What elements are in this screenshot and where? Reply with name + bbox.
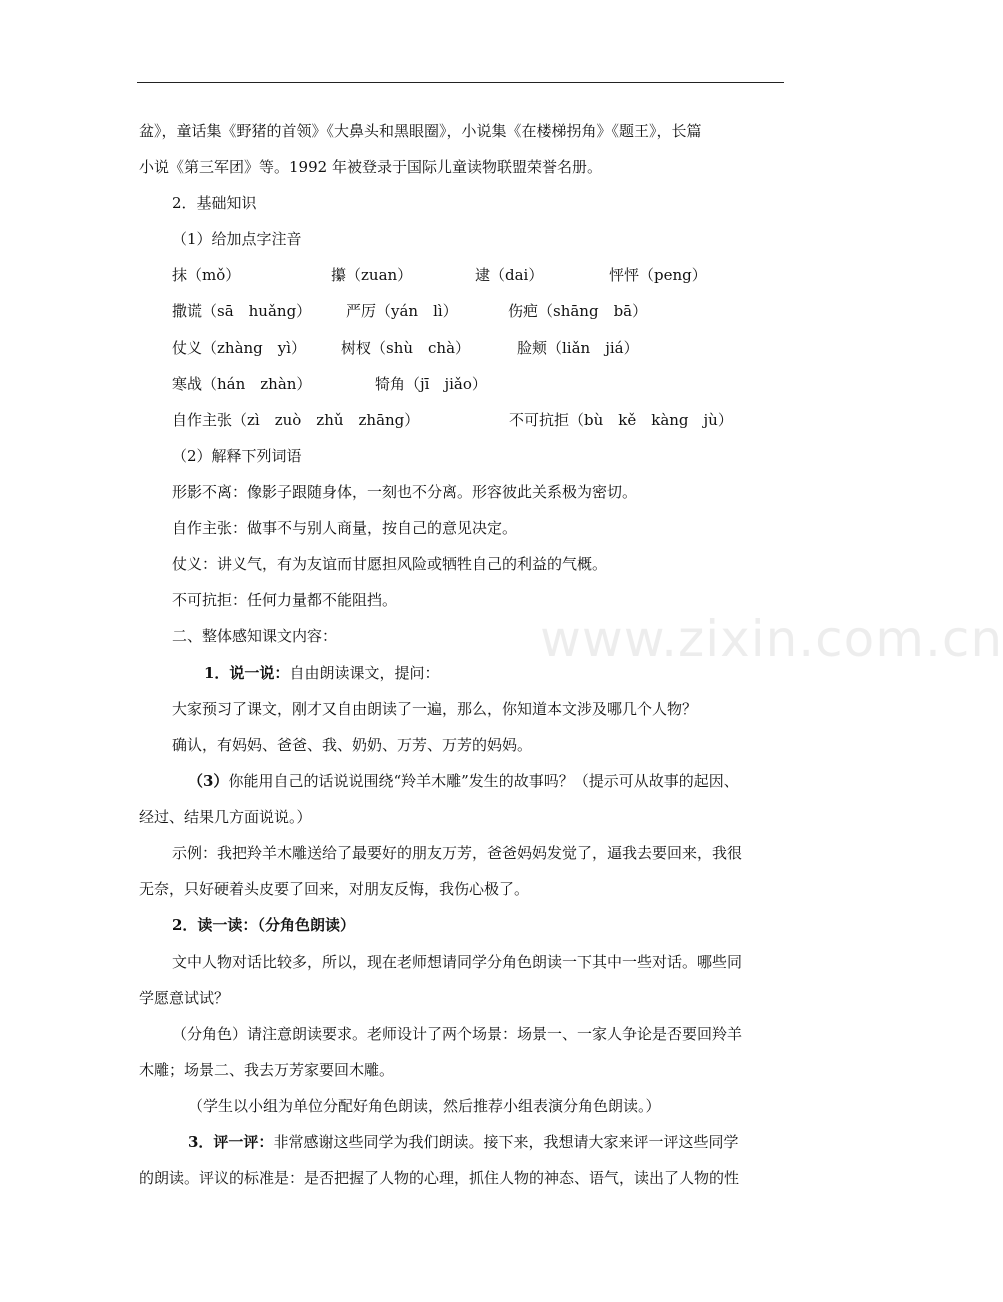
step-say-label: 1．说一说： — [204, 664, 290, 682]
step-say-text: 自由朗读课文，提问： — [289, 664, 440, 682]
question-story — [188, 771, 739, 791]
step-evaluate — [188, 1132, 738, 1152]
definition-item: 仗义：讲义气，有为友谊而甘愿担风险或牺牲自己的利益的气概。 — [172, 555, 608, 573]
pinyin-item: 脸颊（liǎn jiá） — [517, 339, 639, 357]
step-say — [204, 663, 439, 683]
pinyin-item: 攥（zuan） — [331, 266, 413, 284]
pinyin-item: 怦怦（peng） — [609, 266, 707, 284]
question-story-number: （3） — [188, 772, 229, 790]
section-heading-basics: 2．基础知识 — [172, 194, 257, 212]
pinyin-item: 撒谎（sā huǎng） — [172, 302, 312, 320]
example-line-2: 无奈，只好硬着头皮要了回来，对朋友反悔，我伤心极了。 — [139, 880, 530, 898]
subheading-definitions: （2）解释下列词语 — [172, 447, 302, 465]
step-evaluate-text: 非常感谢这些同学为我们朗读。接下来，我想请大家来评一评这些同学 — [273, 1133, 739, 1151]
pinyin-item: 犄角（jī jiǎo） — [375, 375, 487, 393]
question-story-line-2: 经过、结果几方面说说。） — [139, 808, 312, 826]
read-line-2: 学愿意试试？ — [139, 989, 230, 1007]
evaluate-line-2: 的朗读。评议的标准是：是否把握了人物的心理，抓住人物的神态、语气，读出了人物的性 — [139, 1169, 740, 1187]
students-note: （学生以小组为单位分配好角色朗读，然后推荐小组表演分角色朗读。） — [188, 1097, 661, 1115]
pinyin-item: 伤疤（shāng bā） — [508, 302, 648, 320]
definition-item: 形影不离：像影子跟随身体，一刻也不分离。形容彼此关系极为密切。 — [172, 483, 638, 501]
step-evaluate-label: 3．评一评： — [188, 1133, 274, 1151]
role-line-1: （分角色）请注意朗读要求。老师设计了两个场景：场景一、一家人争论是否要回羚羊 — [172, 1025, 743, 1043]
answer-characters: 确认，有妈妈、爸爸、我、奶奶、万芳、万芳的妈妈。 — [172, 736, 533, 754]
definition-item: 不可抗拒：任何力量都不能阻挡。 — [172, 591, 398, 609]
header-rule — [137, 82, 784, 83]
question-story-text: 你能用自己的话说说围绕“羚羊木雕”发生的故事吗？（提示可从故事的起因、 — [228, 772, 739, 790]
question-characters: 大家预习了课文，刚才又自由朗读了一遍，那么，你知道本文涉及哪几个人物？ — [172, 700, 698, 718]
subheading-pinyin: （1）给加点字注音 — [172, 230, 302, 248]
step-read-heading: 2．读一读：（分角色朗读） — [172, 916, 355, 934]
pinyin-item: 不可抗拒（bù kě kàng jù） — [509, 411, 733, 429]
definition-item: 自作主张：做事不与别人商量，按自己的意见决定。 — [172, 519, 518, 537]
intro-line-2: 小说《第三军团》等。1992 年被登录于国际儿童读物联盟荣誉名册。 — [139, 158, 602, 176]
pinyin-item: 树杈（shù chà） — [341, 339, 471, 357]
pinyin-item: 逮（dai） — [475, 266, 544, 284]
example-line-1: 示例：我把羚羊木雕送给了最要好的朋友万芳，爸爸妈妈发觉了，逼我去要回来，我很 — [172, 844, 743, 862]
watermark: www.zixin.com.cn — [540, 610, 1003, 668]
pinyin-item: 寒战（hán zhàn） — [172, 375, 312, 393]
intro-line-1: 盆》，童话集《野猪的首领》《大鼻头和黑眼圈》，小说集《在楼梯拐角》《题王》，长篇 — [139, 122, 702, 140]
role-line-2: 木雕；场景二、我去万芳家要回木雕。 — [139, 1061, 395, 1079]
read-line-1: 文中人物对话比较多，所以，现在老师想请同学分角色朗读一下其中一些对话。哪些同 — [172, 953, 743, 971]
section-heading-overview: 二、整体感知课文内容： — [172, 627, 338, 645]
pinyin-item: 仗义（zhàng yì） — [172, 339, 307, 357]
pinyin-item: 严厉（yán lì） — [346, 302, 458, 320]
pinyin-item: 自作主张（zì zuò zhǔ zhāng） — [172, 411, 420, 429]
pinyin-item: 抹（mǒ） — [172, 266, 241, 284]
